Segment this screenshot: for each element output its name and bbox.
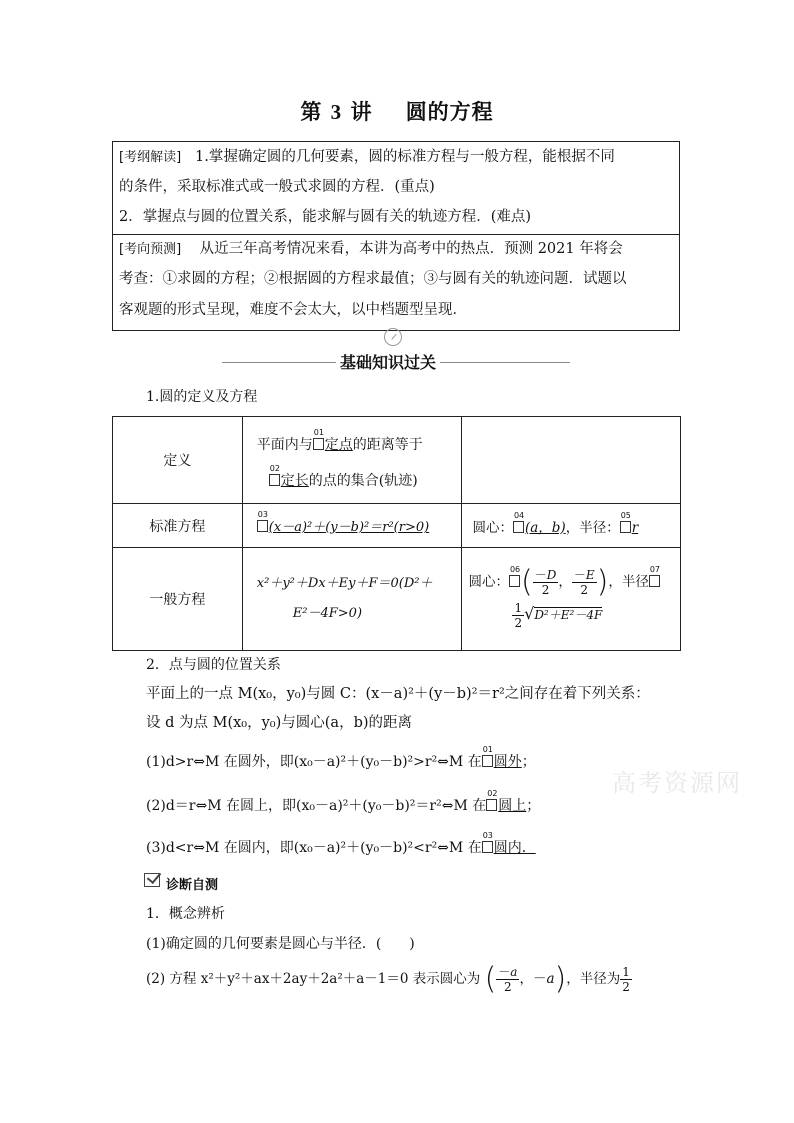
- marker-num: 02: [269, 464, 280, 473]
- marker-num: 01: [482, 745, 493, 754]
- standard-equation: (x－a)²＋(y－b)²＝r²(r>0): [268, 520, 430, 535]
- kg-text1: 1.掌握确定圆的几何要素，圆的标准方程与一般方程，能根据不同: [194, 149, 615, 165]
- page-title: [0, 96, 794, 126]
- marker-num: 01: [313, 428, 324, 437]
- general-center-cell: 圆心： 06 ( $\frac{-D}{2}$ ， $\frac{-E}{2}$ )，半径 07 $\frac{1}{2}$ √D²＋E²－4F: [462, 548, 681, 651]
- s2-line1-text: (1)d>r⇔M 在圆外，即(x₀－a)²＋(y₀－b)²>r²⇔M 在: [146, 754, 482, 770]
- s2-p2: 设 d 为点 M(x₀，y₀)与圆心(a，b)的距离: [146, 715, 413, 731]
- general-equation-2: E²－4F>0): [292, 606, 363, 621]
- title-prefix: 第: [300, 99, 323, 124]
- compass-icon: [384, 328, 402, 346]
- kx-line1: [119, 239, 623, 260]
- def-fixed-length: 定长: [280, 473, 309, 489]
- s2-heading: 2．点与圆的位置关系: [146, 657, 281, 673]
- checkmark-icon: [144, 873, 160, 887]
- kg-line1: [119, 147, 615, 168]
- title-num: 3: [330, 100, 343, 124]
- marker-num: 07: [649, 565, 661, 574]
- blank-marker: [620, 510, 631, 533]
- diag-q2-radius: ，半径为: [566, 971, 621, 987]
- blank-marker: [486, 789, 498, 811]
- s2-line3: [146, 831, 536, 858]
- right-paren: ): [554, 961, 567, 997]
- blank-marker: [649, 565, 661, 587]
- definition-table: [112, 416, 681, 651]
- diag-q1: (1)确定圆的几何要素是圆心与半径．( ): [146, 936, 415, 952]
- left-paren: (: [520, 564, 533, 600]
- marker-num: 02: [487, 789, 498, 798]
- center-label: 圆心：: [472, 519, 513, 536]
- table-row: [113, 417, 681, 504]
- left-paren: (: [484, 961, 497, 997]
- row-label-standard: 标准方程: [113, 504, 243, 548]
- title-mid: 讲: [350, 99, 373, 124]
- marker-num: 04: [513, 510, 525, 520]
- outline-box: [112, 141, 680, 331]
- outline-divider: [113, 234, 679, 235]
- radius-label: ，半径: [608, 574, 649, 590]
- s2-line3-text: (3)d<r⇔M 在圆内，即(x₀－a)²＋(y₀－b)²<r²⇔M 在: [146, 840, 482, 856]
- s2-line2: [146, 789, 541, 816]
- kg-line2: 的条件，采取标准式或一般式求圆的方程．(重点): [119, 179, 435, 195]
- definition-cell: [242, 417, 462, 504]
- blank-marker: [269, 464, 280, 486]
- answer-outside: 圆外: [493, 754, 522, 770]
- standard-eq-cell: [242, 504, 462, 548]
- diag-q2-text: (2) 方程 x²＋y²＋ax＋2ay＋2a²＋a－1＝0 表示圆心为: [146, 971, 481, 987]
- title-topic: 圆的方程: [405, 99, 494, 124]
- diag-q2: (2) 方程 x²＋y²＋ax＋2ay＋2a²＋a－1＝0 表示圆心为 ( $\frac{-a}{2}$ ，－a)，半径为 $\frac{1}{2}$: [146, 961, 630, 997]
- right-paren: ): [596, 564, 609, 600]
- blank-marker: [482, 831, 493, 853]
- table-row: [113, 504, 681, 548]
- kx-text1: 从近三年高考情况来看，本讲为高考中的热点．预测 2021 年将会: [199, 241, 623, 257]
- general-eq-cell: [242, 548, 462, 651]
- s2-p1: 平面上的一点 M(x₀，y₀)与圆 C：(x－a)²＋(y－b)²＝r²之间存在着下列关系：: [146, 686, 650, 702]
- kx-line2: 考查：①求圆的方程；②根据圆的方程求最值；③与圆有关的轨迹问题．试题以: [119, 271, 627, 287]
- s2-line1: [146, 745, 536, 772]
- def-text-a: 平面内与: [256, 437, 313, 453]
- def-text-e: 的点的集合(轨迹): [308, 473, 418, 489]
- diag-sub: 1．概念辨析: [146, 906, 225, 922]
- diag-heading: 诊断自测: [166, 878, 219, 893]
- answer-inside: 圆内．: [493, 840, 536, 856]
- blank-marker: [257, 510, 268, 532]
- blank-marker: [313, 428, 324, 450]
- fraction: $\frac{-D}{2}$: [534, 568, 557, 597]
- marker-num: 03: [482, 831, 493, 840]
- standard-center: (a，b): [524, 519, 566, 536]
- def-text-c: 的距离等于: [352, 437, 423, 453]
- marker-num: 05: [620, 510, 631, 520]
- standard-radius: r: [631, 519, 639, 536]
- fraction: $\frac{1}{2}$: [514, 601, 523, 630]
- center-label: 圆心：: [468, 574, 509, 590]
- kg-tag: [考纲解读]: [119, 150, 182, 165]
- fraction: $\frac{-a}{2}$: [498, 965, 518, 994]
- fraction: $\frac{-E}{2}$: [573, 568, 595, 597]
- table-row: [113, 548, 681, 651]
- s2-line1-end: ；: [521, 754, 536, 770]
- kx-tag: [考向预测]: [119, 242, 182, 257]
- kx-line3: 客观题的形式呈现，难度不会太大，以中档题型呈现．: [119, 302, 467, 318]
- blank-marker: [509, 565, 521, 587]
- blank-marker: [482, 745, 493, 767]
- radius-formula: $\frac{1}{2}$ √D²＋E²－4F: [514, 601, 603, 630]
- blank-marker: [513, 510, 525, 533]
- section-title: 基础知识过关: [336, 350, 440, 373]
- s2-line2-text: (2)d＝r⇔M 在圆上，即(x₀－a)²＋(y₀－b)²＝r²⇔M 在: [146, 798, 487, 814]
- marker-num: 06: [509, 565, 521, 574]
- empty-cell: [462, 417, 681, 504]
- answer-on: 圆上: [498, 798, 527, 814]
- watermark: 高考资源网: [612, 769, 742, 797]
- s1-heading: 1.圆的定义及方程: [146, 389, 258, 405]
- kg-line3: 2．掌握点与圆的位置关系，能求解与圆有关的轨迹方程．(难点): [119, 209, 532, 225]
- row-label-general: 一般方程: [113, 548, 243, 651]
- fraction: $\frac{1}{2}$: [622, 965, 630, 994]
- radius-label: ，半径：: [565, 519, 620, 536]
- marker-num: 03: [257, 510, 268, 519]
- general-equation-1: x²＋y²＋Dx＋Ey＋F＝0(D²＋: [256, 576, 433, 591]
- standard-center-cell: [462, 504, 681, 548]
- def-fixed-point: 定点: [324, 437, 353, 453]
- row-label-definition: 定义: [113, 417, 243, 504]
- s2-line2-end: ；: [526, 798, 541, 814]
